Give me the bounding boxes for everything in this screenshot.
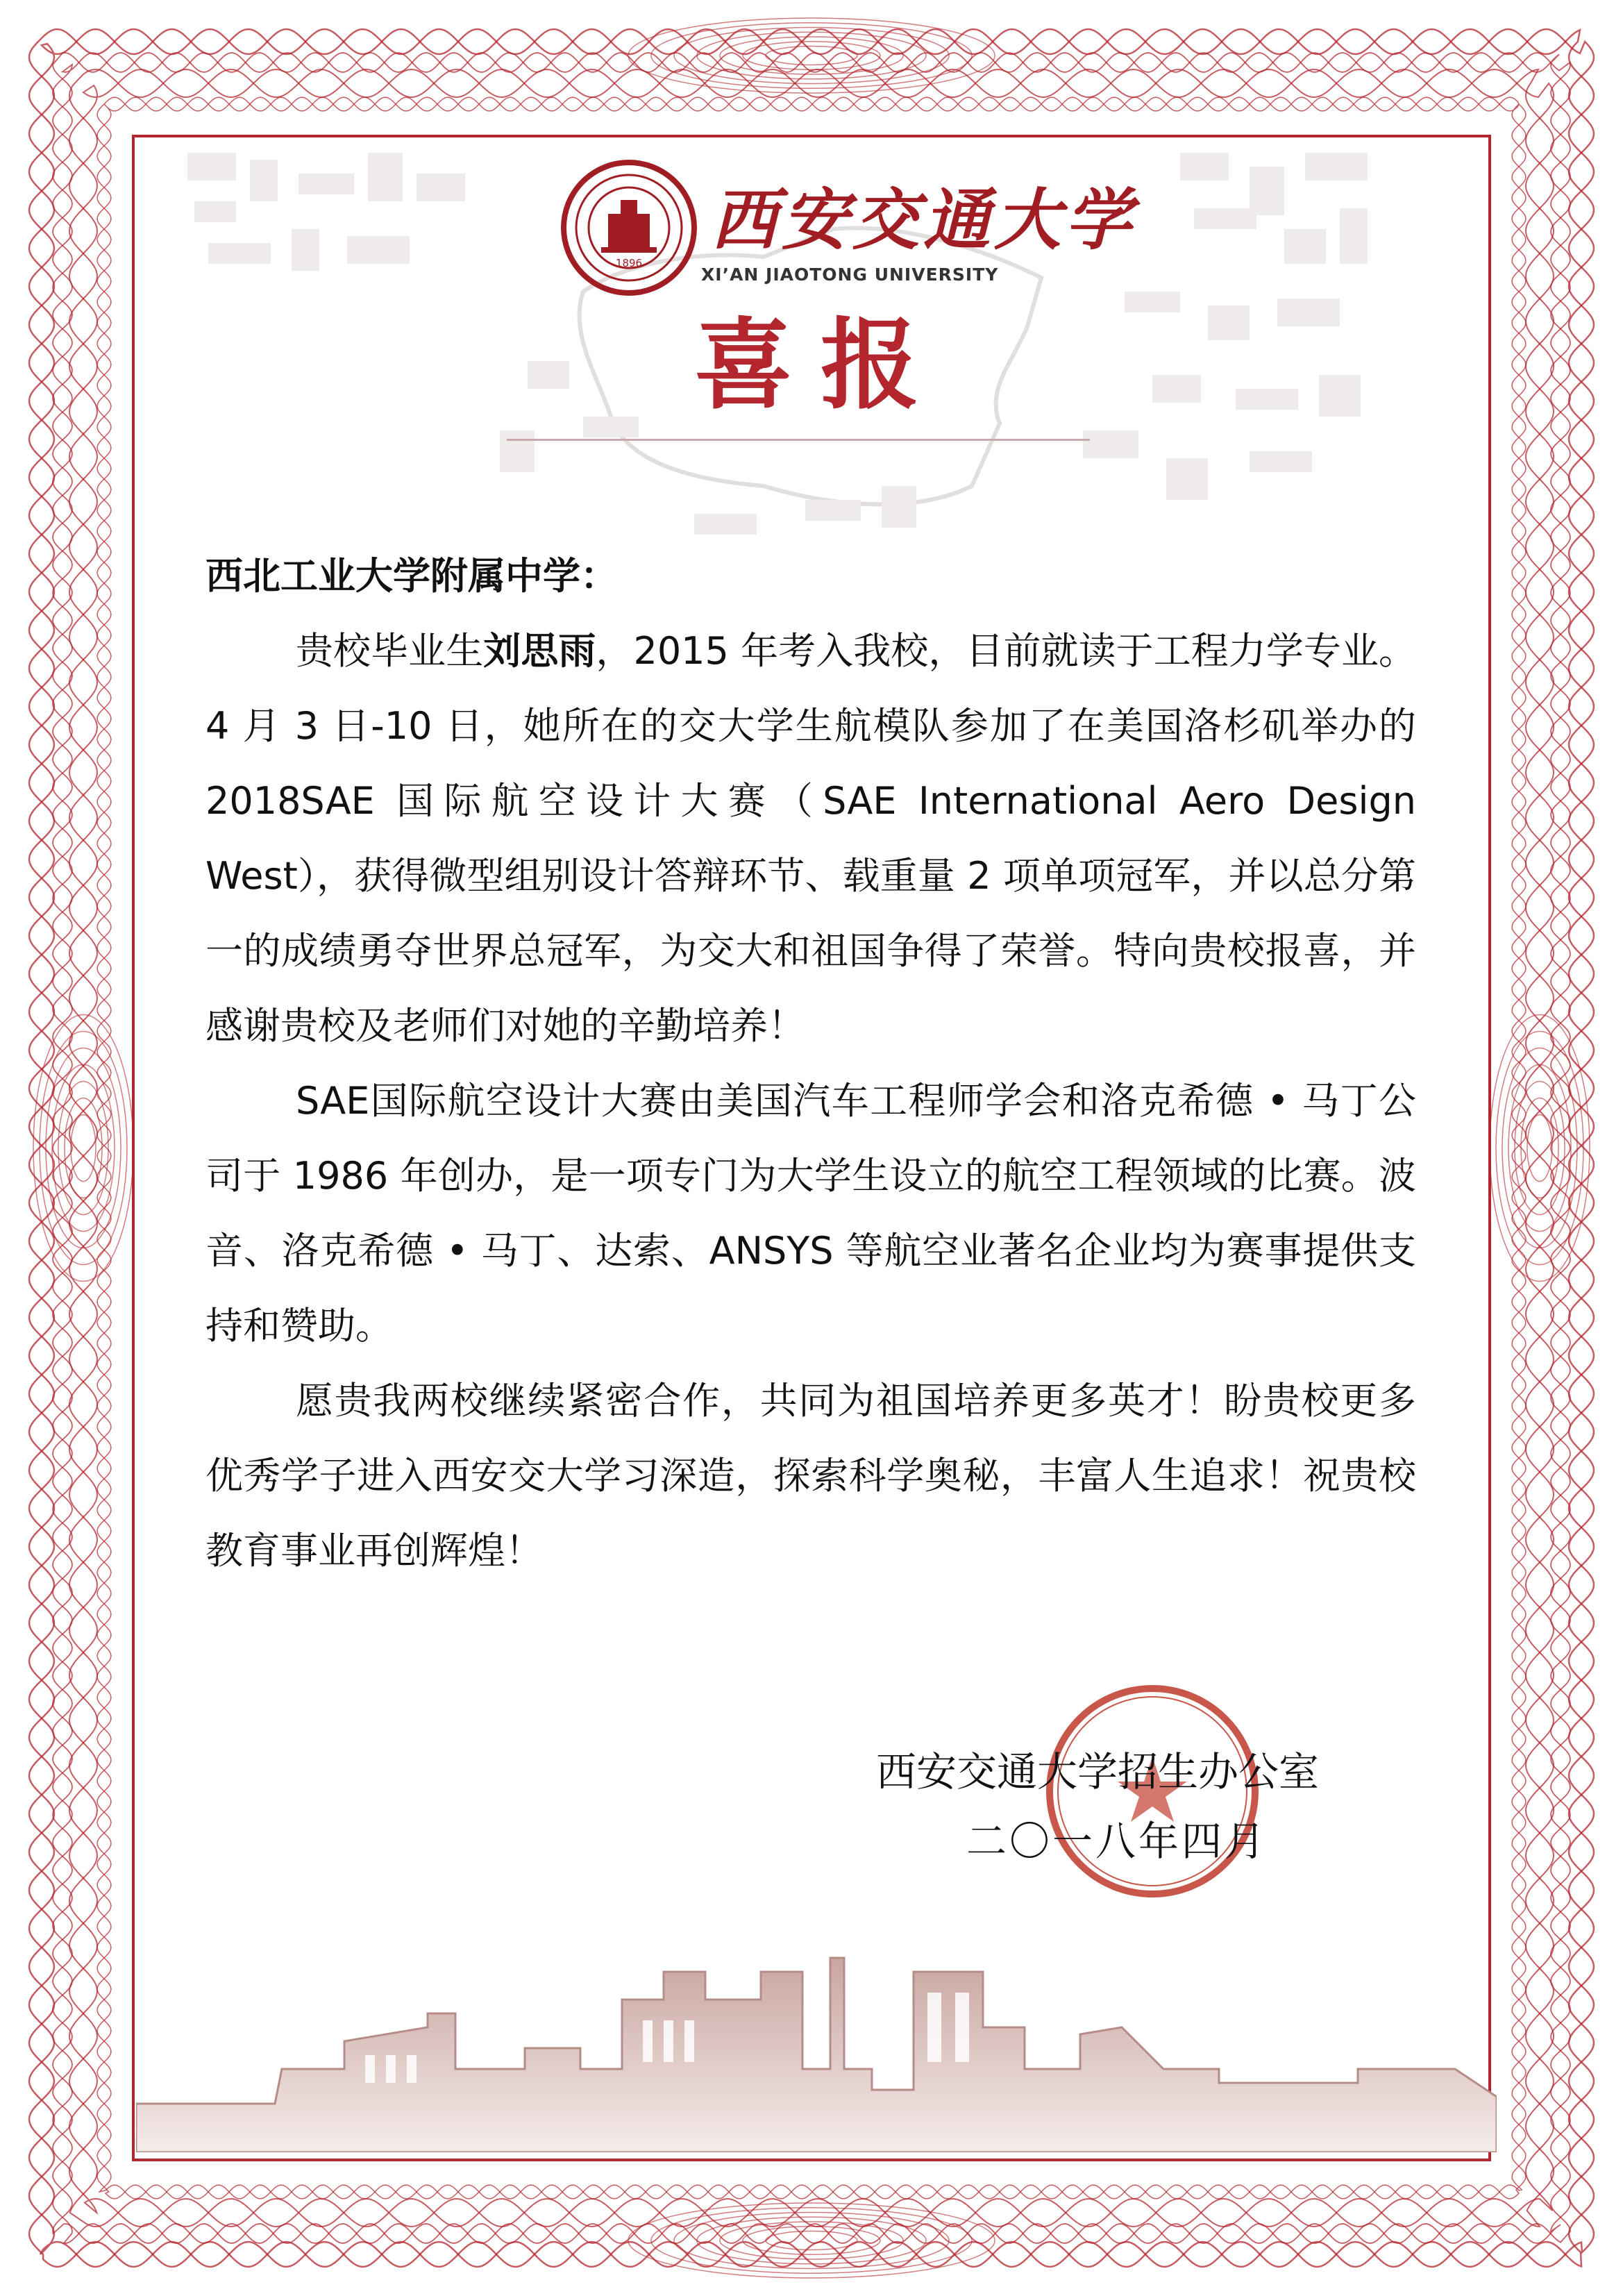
paragraph-1 [205, 614, 1416, 1064]
letter-body [205, 539, 1416, 1589]
frame-medallion-ring [674, 2213, 949, 2269]
student-name: 刘思雨 [483, 629, 596, 673]
frame-medallion-ring [46, 1048, 121, 1248]
issue-date: 二〇一八年四月 [966, 1818, 1268, 1865]
frame-medallion-ring [58, 1082, 108, 1215]
title-divider [507, 439, 1090, 441]
frame-medallion-ring [65, 1098, 102, 1198]
paragraph-2: SAE国际航空设计大赛由美国汽车工程师学会和洛克希德 • 马丁公司于 1986 年创办，是一项专门为大学生设立的航空工程领域的比赛。波音、洛克希德 • 马丁、达索、ANSYS 等航空业著名企业均为赛事提供支持和赞助。 [205, 1079, 1416, 1348]
university-logo-icon [560, 158, 698, 297]
campus-skyline-decoration [136, 1930, 1497, 2152]
paragraph-3: 愿贵我两校继续紧密合作，共同为祖国培养更多英才！盼贵校更多优秀学子进入西安交大学习深造，探索科学奥秘，丰富人生追求！祝贵校教育事业再创辉煌！ [205, 1379, 1416, 1573]
salutation: 西北工业大学附属中学： [205, 554, 618, 598]
university-name-en: XI’AN JIAOTONG UNIVERSITY [701, 265, 999, 285]
frame-medallion-ring [1502, 1048, 1577, 1248]
frame-medallion-ring [71, 1115, 96, 1182]
frame-medallion-ring [33, 1015, 133, 1282]
frame-medallion-ring [1515, 1082, 1565, 1215]
frame-medallion-ring [1490, 1015, 1590, 1282]
frame-medallion-ring [1508, 1065, 1571, 1232]
paragraph-1-prefix: 贵校毕业生 [296, 629, 484, 673]
page-title: 喜报 [694, 308, 947, 423]
paragraph-1-rest: ，2015 年考入我校，目前就读于工程力学专业。4 月 3 日-10 日，她所在的交大学生航模队参加了在美国洛杉矶举办的 2018SAE 国际航空设计大赛（SAE International Aero Design West），获得微型组别设计答辩环节、载重量 2 项单项冠军，并以总分第一的成绩勇夺世界总冠军，为交大和祖国争得了荣誉。特向贵校报喜，并感谢贵校及老师们对她的辛勤培养！ [205, 629, 1417, 1048]
seal-year: 1896 [615, 257, 643, 269]
university-name-cn: 西安交通大学 [711, 181, 1136, 259]
frame-medallion-ring [1521, 1098, 1558, 1198]
frame-medallion-ring [52, 1065, 115, 1232]
signature-block [876, 1737, 1390, 1876]
issuing-office: 西安交通大学招生办公室 [876, 1748, 1320, 1795]
frame-medallion-ring [720, 2222, 903, 2259]
frame-medallion-ring [1527, 1115, 1552, 1182]
